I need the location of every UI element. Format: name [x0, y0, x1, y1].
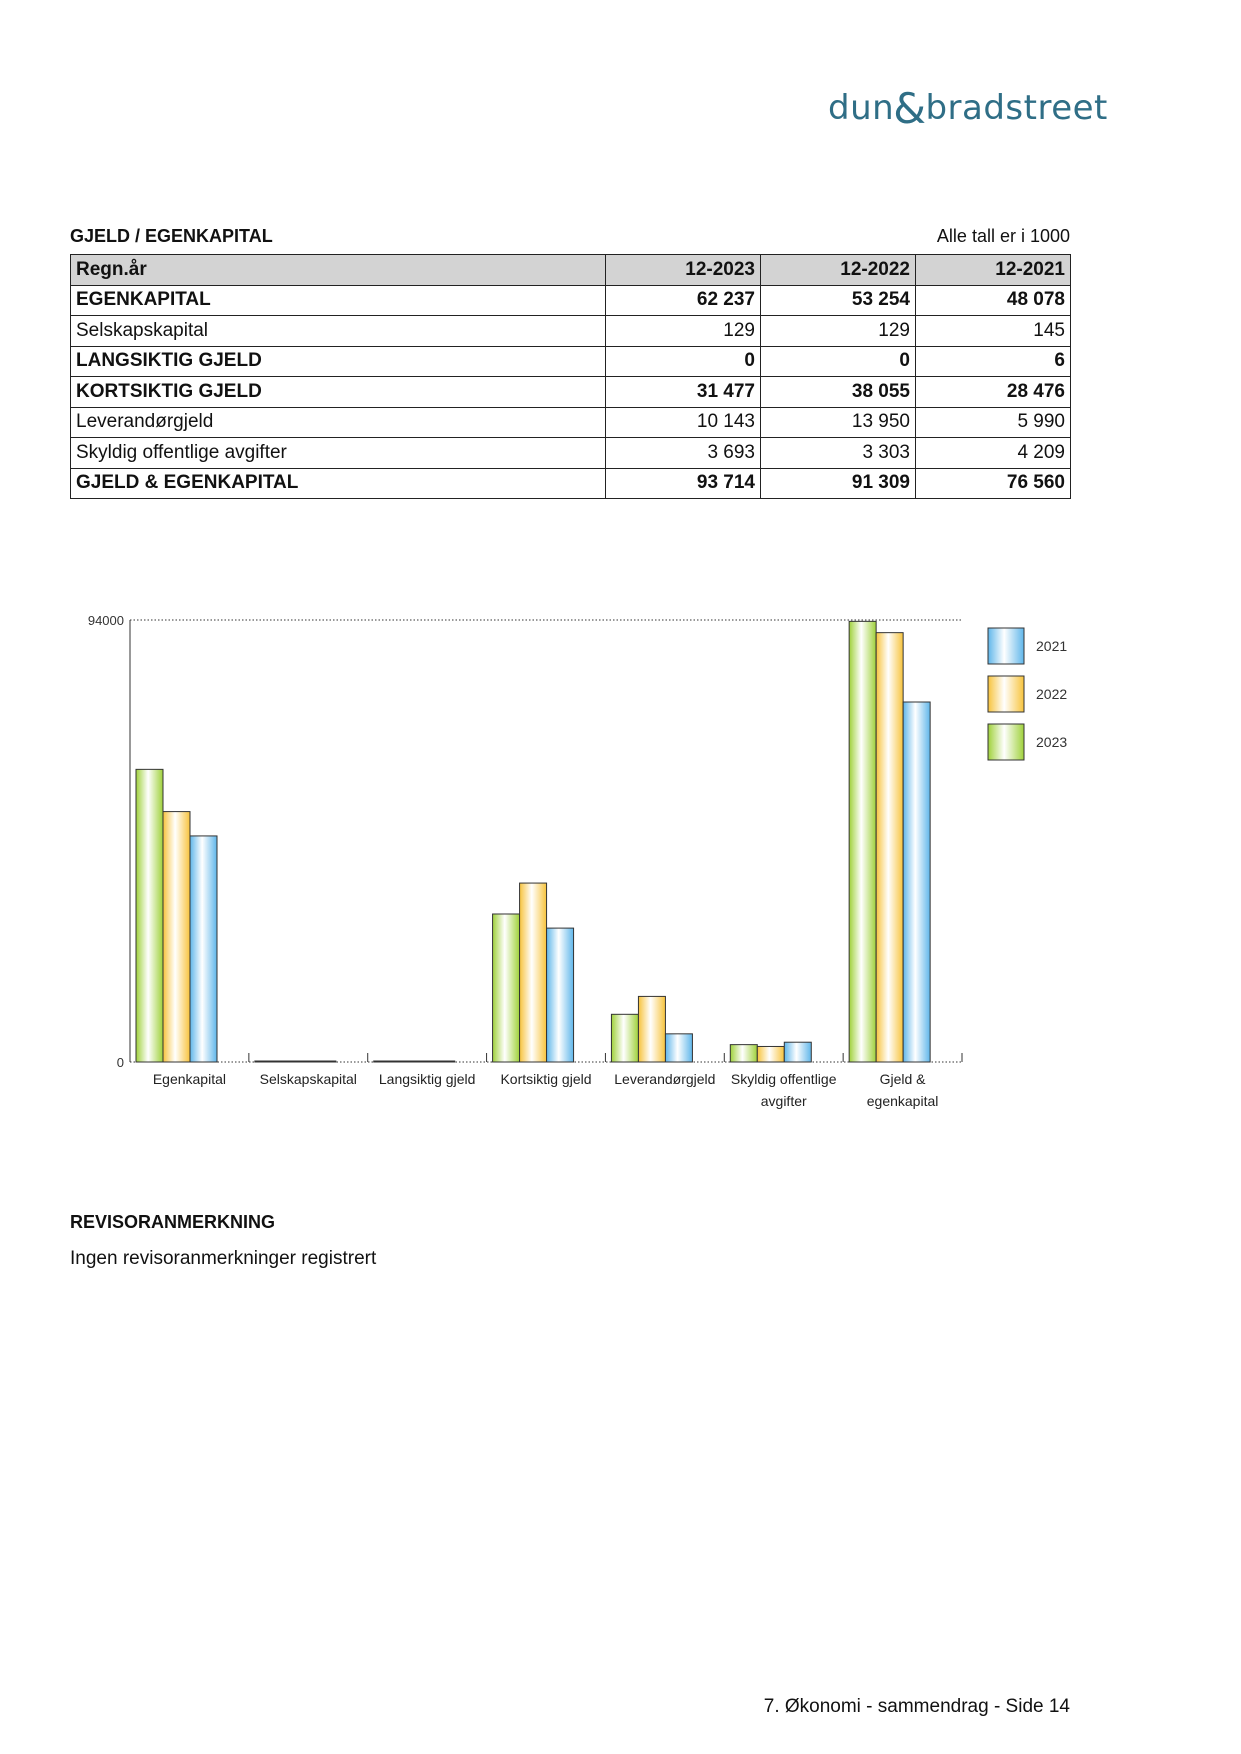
bar-2023 [255, 1061, 282, 1062]
row-value: 3 693 [606, 438, 761, 469]
row-value: 62 237 [606, 285, 761, 316]
financial-table [70, 254, 1071, 499]
x-tick-label: Egenkapital [152, 1071, 227, 1087]
legend-label: 2022 [1036, 686, 1068, 702]
units-note: Alle tall er i 1000 [936, 226, 1070, 246]
x-tick-label: Selskapskapital [259, 1071, 357, 1087]
bar-2023 [730, 1045, 757, 1062]
row-label: Skyldig offentlige avgifter [71, 438, 606, 469]
table-row [71, 316, 1071, 347]
bar-2023 [136, 769, 163, 1062]
row-value: 38 055 [761, 377, 916, 408]
revision-text: Ingen revisoranmerkninger registrert [70, 1248, 377, 1269]
row-value: 28 476 [916, 377, 1071, 408]
table-row [71, 377, 1071, 408]
bar-chart [0, 600, 1241, 1160]
row-value: 76 560 [916, 468, 1071, 499]
revision-title: REVISORANMERKNING [70, 1212, 276, 1232]
row-value: 4 209 [916, 438, 1071, 469]
logo-text-right: bradstreet [925, 88, 1108, 128]
header-2023: 12-2023 [606, 255, 761, 286]
logo-ampersand: & [893, 84, 927, 133]
bar-2022 [876, 633, 903, 1062]
bar-2023 [611, 1014, 638, 1062]
bar-2023 [374, 1061, 401, 1062]
row-value: 0 [606, 346, 761, 377]
row-value: 91 309 [761, 468, 916, 499]
x-tick-label: avgifter [760, 1093, 807, 1109]
bar-2022 [163, 812, 190, 1062]
legend-swatch-2023 [988, 724, 1024, 760]
row-label: LANGSIKTIG GJELD [71, 346, 606, 377]
bar-2022 [757, 1046, 784, 1062]
row-label: Selskapskapital [71, 316, 606, 347]
bar-2021 [903, 702, 930, 1062]
header-2021: 12-2021 [916, 255, 1071, 286]
dun-bradstreet-logo [828, 80, 1108, 133]
table-header-row [71, 255, 1071, 286]
row-value: 5 990 [916, 407, 1071, 438]
table-row [71, 407, 1071, 438]
bar-2021 [784, 1042, 811, 1062]
logo-text-left: dun [828, 88, 895, 128]
bar-2022 [638, 996, 665, 1062]
row-value: 10 143 [606, 407, 761, 438]
header-label: Regn.år [71, 255, 606, 286]
row-label: EGENKAPITAL [71, 285, 606, 316]
row-value: 13 950 [761, 407, 916, 438]
bar-2021 [428, 1061, 455, 1062]
bar-2023 [849, 621, 876, 1062]
page-footer: 7. Økonomi - sammendrag - Side 14 [763, 1696, 1070, 1717]
bar-2023 [493, 914, 520, 1062]
row-value: 48 078 [916, 285, 1071, 316]
bar-2021 [309, 1061, 336, 1062]
x-tick-label: Langsiktig gjeld [378, 1071, 476, 1087]
row-value: 0 [761, 346, 916, 377]
bar-chart-svg [0, 600, 1241, 1160]
row-label: GJELD & EGENKAPITAL [71, 468, 606, 499]
y-tick-label: 0 [116, 1055, 124, 1070]
row-value: 3 303 [761, 438, 916, 469]
legend-label: 2023 [1036, 734, 1068, 750]
row-value: 53 254 [761, 285, 916, 316]
row-label: KORTSIKTIG GJELD [71, 377, 606, 408]
section-title: GJELD / EGENKAPITAL [70, 226, 273, 246]
row-value: 129 [606, 316, 761, 347]
x-tick-label: Skyldig offentlige [730, 1071, 837, 1087]
x-tick-label: Gjeld & [879, 1071, 926, 1087]
row-value: 145 [916, 316, 1071, 347]
row-value: 31 477 [606, 377, 761, 408]
table-row [71, 346, 1071, 377]
x-tick-label: Kortsiktig gjeld [500, 1071, 592, 1087]
bar-2022 [401, 1061, 428, 1062]
y-tick-label: 94000 [87, 613, 124, 628]
bar-2022 [282, 1061, 309, 1062]
legend-swatch-2022 [988, 676, 1024, 712]
x-tick-label: Leverandørgjeld [614, 1071, 716, 1087]
table-row [71, 468, 1071, 499]
legend-label: 2021 [1036, 638, 1068, 654]
header-2022: 12-2022 [761, 255, 916, 286]
row-value: 6 [916, 346, 1071, 377]
legend-swatch-2021 [988, 628, 1024, 664]
bar-2021 [190, 836, 217, 1062]
bar-2021 [665, 1034, 692, 1062]
x-tick-label: egenkapital [866, 1093, 939, 1109]
table-row [71, 285, 1071, 316]
row-label: Leverandørgjeld [71, 407, 606, 438]
bar-2022 [520, 883, 547, 1062]
table-row [71, 438, 1071, 469]
bar-2021 [547, 928, 574, 1062]
row-value: 129 [761, 316, 916, 347]
row-value: 93 714 [606, 468, 761, 499]
